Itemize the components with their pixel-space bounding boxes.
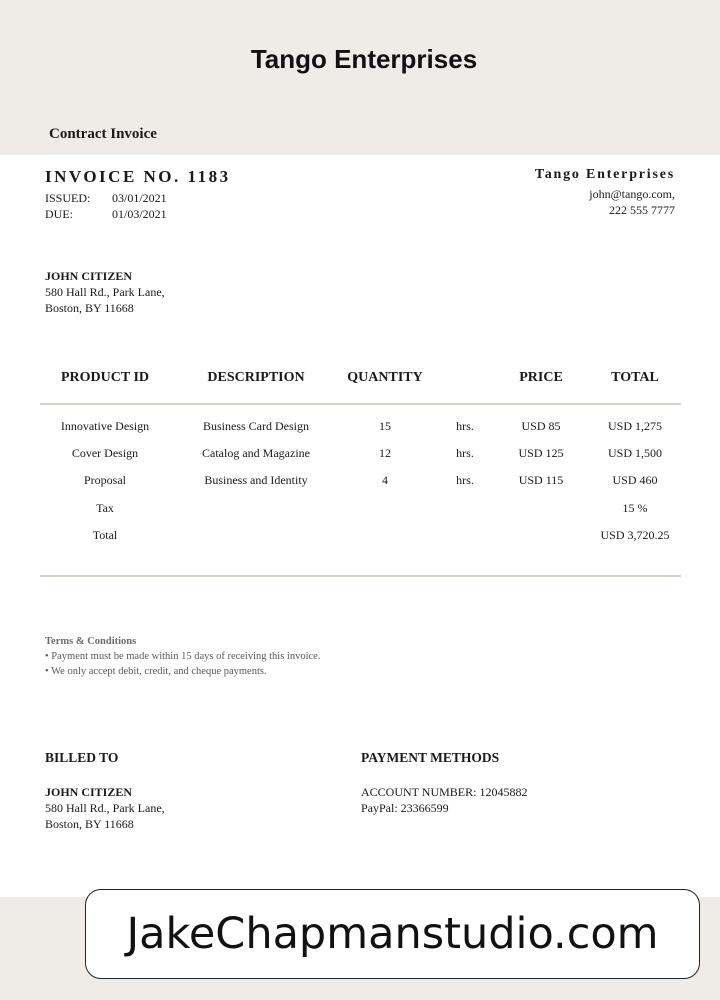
customer-name: JOHN CITIZEN — [45, 269, 133, 283]
issued-row — [45, 190, 167, 206]
cell-total: USD 1,500 — [607, 446, 662, 460]
header-description: DESCRIPTION — [207, 370, 305, 385]
billed-to-name: JOHN CITIZEN — [45, 785, 133, 799]
watermark-banner: JakeChapmanstudio.com — [85, 889, 700, 979]
paypal-id: PayPal: 23366599 — [361, 801, 449, 815]
billed-to-address-line1: 580 Hall Rd., Park Lane, — [45, 801, 165, 815]
terms-line: • We only accept debit, credit, and cheque payments. — [45, 666, 267, 677]
payment-methods-title: PAYMENT METHODS — [361, 750, 500, 765]
table-body — [40, 405, 681, 577]
total-value: USD 3,720.25 — [600, 528, 670, 542]
cell-unit: hrs. — [456, 446, 474, 460]
total-row — [40, 528, 681, 548]
cell-quantity: 15 — [379, 419, 391, 433]
cell-unit: hrs. — [456, 473, 474, 487]
terms-title: Terms & Conditions — [45, 636, 137, 647]
document-type-label: Contract Invoice — [49, 126, 157, 142]
cell-price: USD 125 — [518, 446, 564, 460]
table-row — [40, 446, 681, 466]
cell-description: Business Card Design — [203, 419, 309, 433]
company-title: Tango Enterprises — [250, 44, 478, 74]
cell-quantity: 12 — [379, 446, 391, 460]
header-quantity: QUANTITY — [347, 370, 423, 385]
vendor-name: Tango Enterprises — [534, 167, 675, 182]
cell-description: Business and Identity — [204, 473, 308, 487]
cell-price: USD 85 — [521, 419, 561, 433]
vendor-info — [535, 167, 675, 218]
billed-to-title: BILLED TO — [45, 750, 119, 765]
billed-to-section — [45, 750, 165, 832]
due-date: 01/03/2021 — [112, 207, 167, 221]
customer-address-line1: 580 Hall Rd., Park Lane, — [45, 285, 165, 299]
cell-quantity: 4 — [382, 473, 388, 487]
invoice-dates — [45, 190, 167, 222]
payment-methods-section — [361, 750, 527, 816]
cell-description: Catalog and Magazine — [202, 446, 310, 460]
customer-info — [45, 268, 165, 316]
customer-address-line2: Boston, BY 11668 — [45, 301, 134, 315]
terms-and-conditions — [45, 634, 320, 679]
vendor-phone: 222 555 7777 — [609, 203, 675, 217]
cell-total: USD 460 — [612, 473, 658, 487]
header-band — [0, 0, 720, 155]
issued-date: 03/01/2021 — [112, 191, 167, 205]
total-label: Total — [92, 528, 118, 542]
tax-label: Tax — [96, 501, 114, 515]
billed-to-address-line2: Boston, BY 11668 — [45, 817, 134, 831]
cell-product-id: Innovative Design — [60, 419, 150, 433]
tax-value: 15 % — [622, 501, 648, 515]
vendor-email: john@tango.com, — [589, 187, 675, 201]
due-row — [45, 206, 167, 222]
header-total: TOTAL — [611, 370, 659, 385]
header-price: PRICE — [519, 370, 563, 385]
tax-row — [40, 501, 681, 521]
line-items-table — [40, 365, 681, 577]
due-label: DUE: — [45, 207, 73, 221]
issued-label: ISSUED: — [45, 191, 91, 205]
cell-price: USD 115 — [518, 473, 564, 487]
table-row — [40, 419, 681, 439]
header-product-id: PRODUCT ID — [60, 370, 150, 385]
cell-product-id: Cover Design — [71, 446, 139, 460]
account-number: ACCOUNT NUMBER: 12045882 — [361, 785, 528, 799]
cell-total: USD 1,275 — [607, 419, 662, 433]
terms-line: • Payment must be made within 15 days of receiving this invoice. — [45, 651, 321, 662]
invoice-number: INVOICE NO. 1183 — [45, 167, 231, 186]
cell-unit: hrs. — [456, 419, 474, 433]
table-header — [40, 365, 681, 405]
cell-product-id: Proposal — [84, 473, 126, 487]
table-row — [40, 473, 681, 493]
